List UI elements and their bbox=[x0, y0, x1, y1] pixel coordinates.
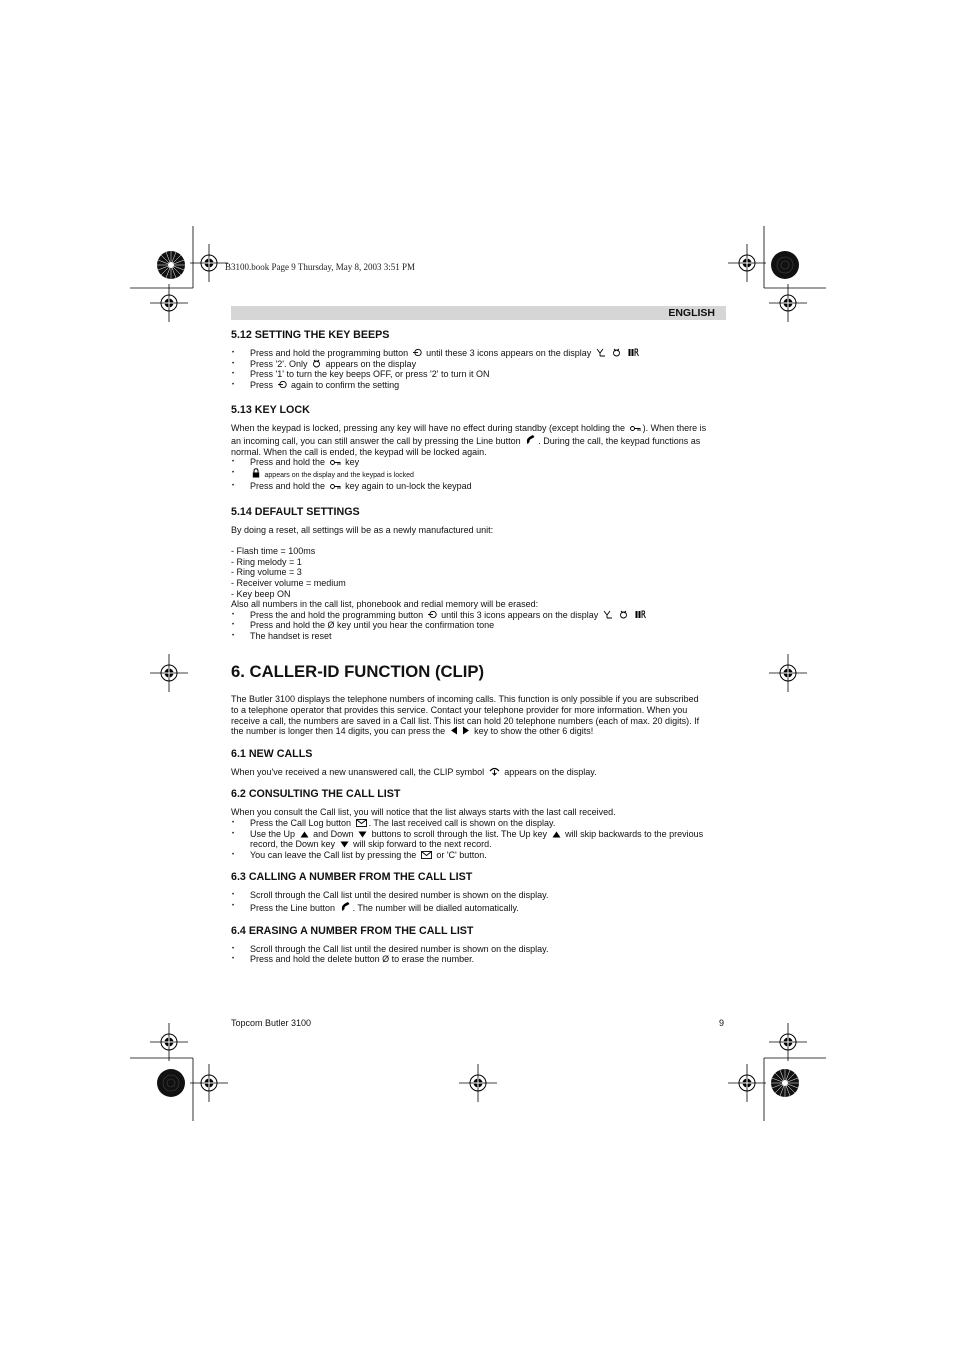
paragraph-line: Also all numbers in the call list, phonebook and redial memory will be erased: bbox=[231, 599, 539, 610]
bullet-list bbox=[231, 457, 727, 492]
programming-button-icon bbox=[428, 610, 437, 619]
ringer-icon bbox=[619, 610, 628, 619]
programming-button-icon bbox=[413, 348, 422, 357]
paragraph-line: When you've received a new unanswered call, the CLIP symbol appears on the display. bbox=[231, 766, 597, 777]
list-item: • Press '2'. Only appears on the display bbox=[231, 359, 727, 370]
list-item: • Press and hold the key bbox=[231, 457, 727, 468]
language-bar bbox=[231, 306, 726, 320]
section-title: 5.13 KEY LOCK bbox=[231, 404, 310, 417]
list-item: • Press and hold the programming button until these 3 icons appears on the display bbox=[231, 348, 727, 359]
bullet-list bbox=[231, 890, 727, 913]
line-button-icon bbox=[525, 434, 536, 445]
paragraph-line: to a telephone operator that provides this service. Contact your telephone provider for more information. When you bbox=[231, 705, 688, 716]
paragraph-line: an incoming call, you can still answer the call by pressing the Line button . During the call, the keypad functions as bbox=[231, 435, 701, 446]
paragraph-line: normal. When the call is ended, the keypad will be locked again. bbox=[231, 446, 487, 457]
clip-symbol-icon bbox=[489, 767, 500, 776]
list-item: • Press and hold the key again to un-lock the keypad bbox=[231, 481, 727, 492]
section-title: 5.12 SETTING THE KEY BEEPS bbox=[231, 329, 390, 341]
page-number: 9 bbox=[719, 1018, 725, 1028]
printer-slug: B3100.book Page 9 Thursday, May 8, 2003 3:51 PM bbox=[225, 262, 415, 272]
list-item: • Scroll through the Call list until the desired number is shown on the display. bbox=[231, 890, 727, 901]
section-title: 6.2 CONSULTING THE CALL LIST bbox=[231, 788, 401, 801]
list-item: • appears on the display and the keypad is locked bbox=[231, 468, 727, 482]
list-item: • Press the and hold the programming button until this 3 icons appears on the display bbox=[231, 610, 727, 621]
list-item: • The handset is reset bbox=[231, 631, 727, 642]
bullet-list bbox=[231, 348, 727, 390]
list-item: • Press '1' to turn the key beeps OFF, or press '2' to turn it ON bbox=[231, 369, 727, 380]
antenna-icon bbox=[596, 348, 606, 357]
list-item: • Scroll through the Call list until the desired number is shown on the display. bbox=[231, 944, 727, 955]
list-item: • Press the Line button . The number will be dialled automatically. bbox=[231, 901, 727, 914]
section-title: 6.3 CALLING A NUMBER FROM THE CALL LIST bbox=[231, 871, 473, 884]
list-item: • You can leave the Call list by pressing the or 'C' button. bbox=[231, 850, 727, 861]
section-title: 6.4 ERASING A NUMBER FROM THE CALL LIST bbox=[231, 924, 474, 937]
down-arrow-icon bbox=[340, 841, 349, 848]
bullet-list bbox=[231, 610, 727, 642]
section-title: 6.1 NEW CALLS bbox=[231, 747, 313, 760]
paragraph-line: By doing a reset, all settings will be as a newly manufactured unit: bbox=[231, 524, 494, 535]
default-item: - Key beep ON bbox=[231, 588, 291, 599]
footer-product: Topcom Butler 3100 bbox=[231, 1018, 312, 1028]
padlock-icon bbox=[252, 468, 260, 478]
envelope-icon bbox=[421, 851, 432, 859]
page-content bbox=[231, 329, 727, 965]
bullet-list bbox=[231, 818, 727, 860]
paragraph-line: When you consult the Call list, you will notice that the list always starts with the last call received. bbox=[231, 807, 616, 818]
up-arrow-icon bbox=[300, 831, 309, 838]
paragraph-line: The Butler 3100 displays the telephone numbers of incoming calls. This function is only possible if you are subscribed bbox=[231, 694, 699, 705]
ringer-icon bbox=[612, 348, 621, 357]
default-item: - Flash time = 100ms bbox=[231, 546, 316, 557]
paragraph-line: When the keypad is locked, pressing any key will have no effect during standby (except holding the ). When there is bbox=[231, 423, 707, 434]
language-label: ENGLISH bbox=[668, 307, 715, 319]
battery-icon bbox=[628, 348, 639, 357]
list-item: • Press and hold the Ø key until you hear the confirmation tone bbox=[231, 620, 727, 631]
ringer-icon bbox=[312, 359, 321, 368]
down-arrow-icon bbox=[358, 831, 367, 838]
line-button-icon bbox=[340, 901, 351, 912]
default-item: - Receiver volume = medium bbox=[231, 577, 346, 588]
section-title: 5.14 DEFAULT SETTINGS bbox=[231, 505, 360, 518]
default-item: - Ring volume = 3 bbox=[231, 567, 302, 578]
battery-icon bbox=[635, 610, 646, 619]
paragraph-line: receive a call, the numbers are saved in a Call list. This list can hold 20 telephone numbers (each of max. 20 digits). If bbox=[231, 715, 700, 726]
list-item: • Press the Call Log button . The last received call is shown on the display. bbox=[231, 818, 727, 829]
key-icon bbox=[330, 483, 341, 490]
chapter-title: 6. CALLER-ID FUNCTION (CLIP) bbox=[231, 662, 485, 682]
default-item: - Ring melody = 1 bbox=[231, 556, 302, 567]
bullet-list bbox=[231, 944, 727, 965]
left-right-arrow-icon bbox=[450, 726, 470, 735]
programming-button-icon bbox=[278, 380, 287, 389]
list-item: • Press and hold the delete button Ø to erase the number. bbox=[231, 954, 727, 965]
list-item: • Press again to confirm the setting bbox=[231, 380, 727, 391]
antenna-icon bbox=[603, 610, 613, 619]
list-item: • Use the Up and Down buttons to scroll through the list. The Up key will skip backwards to the previous record, the Down key will skip forward to the next record. bbox=[231, 829, 727, 850]
key-icon bbox=[630, 425, 641, 432]
key-icon bbox=[330, 459, 341, 466]
up-arrow-icon bbox=[552, 831, 561, 838]
paragraph-line: the number is longer then 14 digits, you can press the key to show the other 6 digits! bbox=[231, 726, 594, 737]
envelope-icon bbox=[356, 819, 367, 827]
